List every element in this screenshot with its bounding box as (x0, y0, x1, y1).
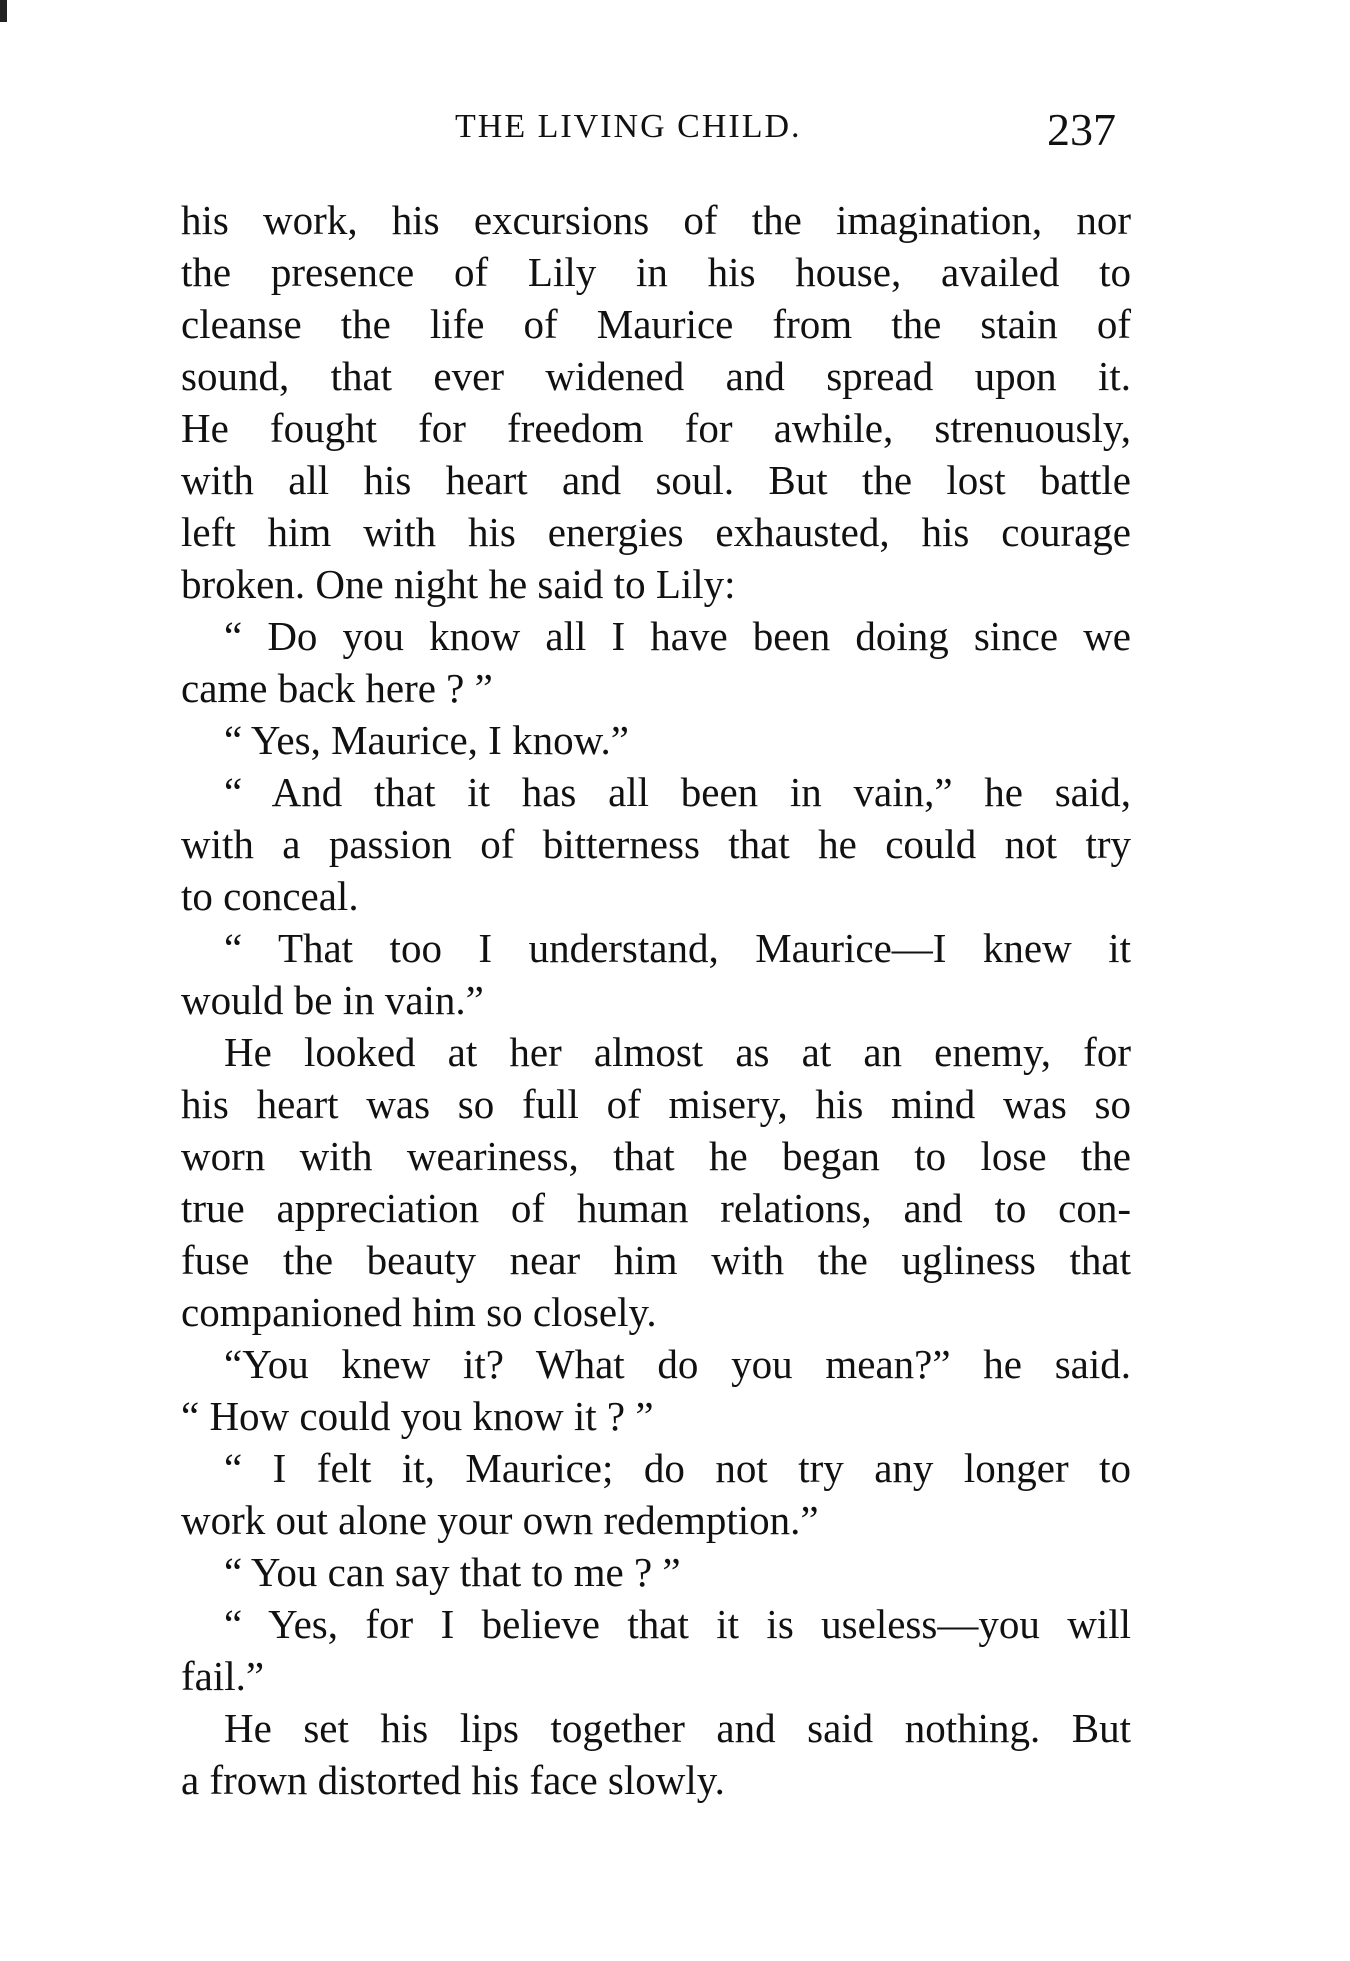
text-line: the presence of Lily in his house, availed to (181, 249, 1131, 295)
scan-edge-mark (0, 0, 7, 22)
text-line: would be in vain.” (181, 977, 484, 1023)
text-line: “ I felt it, Maurice; do not try any longer to (224, 1445, 1131, 1491)
text-line: fail.” (181, 1653, 265, 1699)
text-line: “ You can say that to me ? ” (224, 1549, 681, 1595)
text-line: He fought for freedom for awhile, strenuously, (181, 405, 1131, 451)
text-line: sound, that ever widened and spread upon it. (181, 353, 1131, 399)
text-line: “ How could you know it ? ” (181, 1393, 654, 1439)
text-line: with all his heart and soul. But the lost battle (181, 457, 1131, 503)
text-line: fuse the beauty near him with the ugliness that (181, 1237, 1131, 1283)
text-line: a frown distorted his face slowly. (181, 1757, 725, 1803)
text-line: work out alone your own redemption.” (181, 1497, 819, 1543)
text-line: with a passion of bitterness that he could not try (181, 821, 1131, 867)
text-line: worn with weariness, that he began to lose the (181, 1133, 1131, 1179)
text-line: left him with his energies exhausted, his courage (181, 509, 1131, 555)
text-line: He looked at her almost as at an enemy, for (224, 1029, 1131, 1075)
text-line: “ Yes, for I believe that it is useless—you will (224, 1601, 1131, 1647)
text-line: He set his lips together and said nothing. But (224, 1705, 1131, 1751)
text-line: to conceal. (181, 873, 359, 919)
text-line: true appreciation of human relations, and to con- (181, 1185, 1131, 1231)
text-line: “ And that it has all been in vain,” he said, (224, 769, 1131, 815)
text-line: companioned him so closely. (181, 1289, 657, 1335)
text-line: his work, his excursions of the imagination, nor (181, 197, 1131, 243)
text-line: came back here ? ” (181, 665, 493, 711)
text-line: “ Do you know all I have been doing since we (224, 613, 1131, 659)
running-head: THE LIVING CHILD. (455, 108, 802, 145)
text-line: his heart was so full of misery, his mind was so (181, 1081, 1131, 1127)
text-line: “ That too I understand, Maurice—I knew it (224, 925, 1131, 971)
text-line: cleanse the life of Maurice from the stain of (181, 301, 1131, 347)
page-number: 237 (1047, 104, 1116, 155)
text-line: “You knew it? What do you mean?” he said. (224, 1341, 1131, 1387)
text-line: “ Yes, Maurice, I know.” (224, 717, 629, 763)
text-line: broken. One night he said to Lily: (181, 561, 736, 607)
body-text (181, 194, 1131, 1806)
